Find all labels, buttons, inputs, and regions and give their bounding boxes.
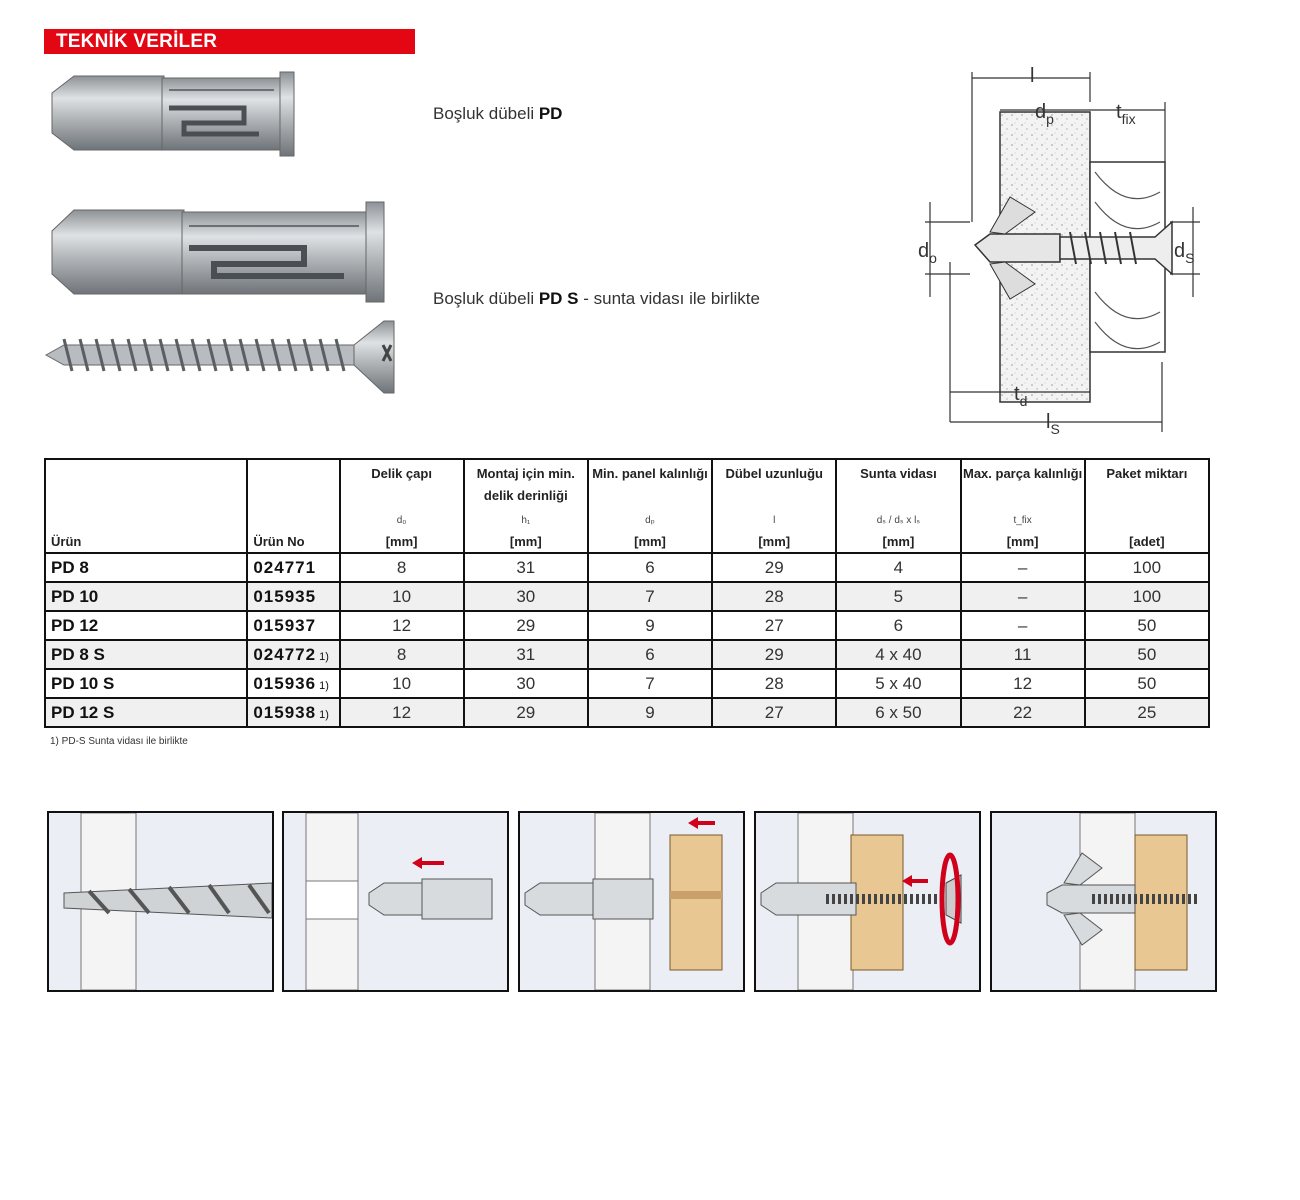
footnote-marker: 1) [319,650,329,663]
product-code: 024771 [253,557,317,577]
cell-l: 27 [712,611,836,640]
cell-h1: 31 [464,640,588,669]
cell-product: PD 12 S [45,698,247,727]
pd-s-anchor-image [44,196,416,308]
caption-suffix: - sunta vidası ile birlikte [578,289,760,308]
caption-prefix: Boşluk dübeli [433,104,539,123]
cell-h1: 29 [464,698,588,727]
caption-product-name: PD S [538,289,579,308]
cell-qty: 50 [1085,640,1209,669]
cell-code [247,553,339,582]
dim-label-td-sub: d [1019,393,1028,409]
cell-l: 29 [712,553,836,582]
cell-screw: 6 [836,611,960,640]
dim-label-ds-sub: S [1185,250,1195,266]
cell-dp: 9 [588,698,712,727]
cell-h1: 30 [464,582,588,611]
cell-qty: 50 [1085,611,1209,640]
col-header-qty: Paket miktarı [adet] [1085,459,1209,553]
dimension-diagram [910,62,1210,442]
col-header-product: Ürün [45,459,247,553]
product-code: 015935 [253,586,317,606]
dim-label-tfix-sub: fix [1121,111,1136,127]
cell-code [247,582,339,611]
col-header-h1: Montaj için min. delik derinliği h₁ [mm] [464,459,588,553]
cell-tfix: – [961,611,1085,640]
cell-d0: 12 [340,611,464,640]
cell-l: 29 [712,640,836,669]
dim-label-l: l [1030,65,1035,87]
cell-dp: 7 [588,669,712,698]
cell-dp: 6 [588,553,712,582]
cell-qty: 100 [1085,582,1209,611]
cell-l: 27 [712,698,836,727]
svg-text:tfix [1116,101,1136,127]
table-row [45,582,1209,611]
dim-label-dp-sub: p [1046,111,1054,127]
cell-d0: 8 [340,553,464,582]
product-code: 015937 [253,615,317,635]
svg-text:do [918,240,937,266]
section-header [44,29,415,54]
spec-table [44,458,1210,728]
col-header-dp: Min. panel kalınlığı dₚ [mm] [588,459,712,553]
dim-label-ls: l [1046,411,1051,433]
cell-tfix: 11 [961,640,1085,669]
step-drive-screw [754,811,981,992]
dim-label-do: d [918,240,930,262]
cell-product: PD 12 [45,611,247,640]
product-caption-pd-s [433,289,760,309]
cell-qty: 50 [1085,669,1209,698]
cell-tfix: – [961,582,1085,611]
cell-product: PD 10 S [45,669,247,698]
svg-text:lS [1046,411,1060,437]
product-code: 015936 [253,673,317,693]
svg-text:dS [1174,240,1194,266]
cell-dp: 6 [588,640,712,669]
cell-d0: 10 [340,582,464,611]
cell-product: PD 8 [45,553,247,582]
cell-screw: 5 [836,582,960,611]
cell-tfix: 22 [961,698,1085,727]
cell-qty: 100 [1085,553,1209,582]
cell-l: 28 [712,582,836,611]
cell-h1: 30 [464,669,588,698]
cell-d0: 12 [340,698,464,727]
product-code: 015938 [253,702,317,722]
footnote-marker: 1) [319,708,329,721]
col-header-l: Dübel uzunluğu l [mm] [712,459,836,553]
chipboard-screw-image [44,315,416,403]
dim-label-tfix: t [1116,101,1122,123]
cell-code [247,640,339,669]
cell-screw: 5 x 40 [836,669,960,698]
table-row [45,640,1209,669]
footnote-marker: 1) [319,679,329,692]
table-row [45,553,1209,582]
cell-product: PD 10 [45,582,247,611]
col-header-d0: Delik çapı d₀ [mm] [340,459,464,553]
cell-h1: 31 [464,553,588,582]
cell-dp: 9 [588,611,712,640]
product-caption-pd [433,104,562,124]
table-row [45,698,1209,727]
cell-l: 28 [712,669,836,698]
table-row [45,611,1209,640]
step-anchor-expanded [990,811,1217,992]
cell-tfix: – [961,553,1085,582]
cell-tfix: 12 [961,669,1085,698]
cell-dp: 7 [588,582,712,611]
cell-screw: 6 x 50 [836,698,960,727]
col-header-screw: Sunta vidası dₛ / dₛ x lₛ [mm] [836,459,960,553]
table-footnote: 1) PD-S Sunta vidası ile birlikte [50,736,188,747]
caption-product-name: PD [538,104,563,123]
step-place-fixture [518,811,745,992]
anchor-body [975,234,1060,262]
dim-label-do-sub: o [929,250,937,266]
dim-label-dp: d [1035,101,1047,123]
col-header-tfix: Max. parça kalınlığı t_fix [mm] [961,459,1085,553]
dim-label-ls-sub: S [1050,421,1060,437]
caption-prefix: Boşluk dübeli [433,289,539,308]
cell-qty: 25 [1085,698,1209,727]
section-title: TEKNİK VERİLER [56,31,218,52]
cell-code [247,611,339,640]
table-row [45,669,1209,698]
step-drill-hole [47,811,274,992]
cell-d0: 8 [340,640,464,669]
cell-code [247,669,339,698]
cell-product: PD 8 S [45,640,247,669]
cell-screw: 4 [836,553,960,582]
cell-d0: 10 [340,669,464,698]
cell-screw: 4 x 40 [836,640,960,669]
step-insert-anchor [282,811,509,992]
dim-label-ds: d [1174,240,1186,262]
cell-h1: 29 [464,611,588,640]
product-code: 024772 [253,644,317,664]
cell-code [247,698,339,727]
col-header-code: Ürün No [247,459,339,553]
table-header-row [45,459,1209,553]
dim-label-td: t [1014,383,1020,405]
pd-anchor-image [44,68,416,162]
